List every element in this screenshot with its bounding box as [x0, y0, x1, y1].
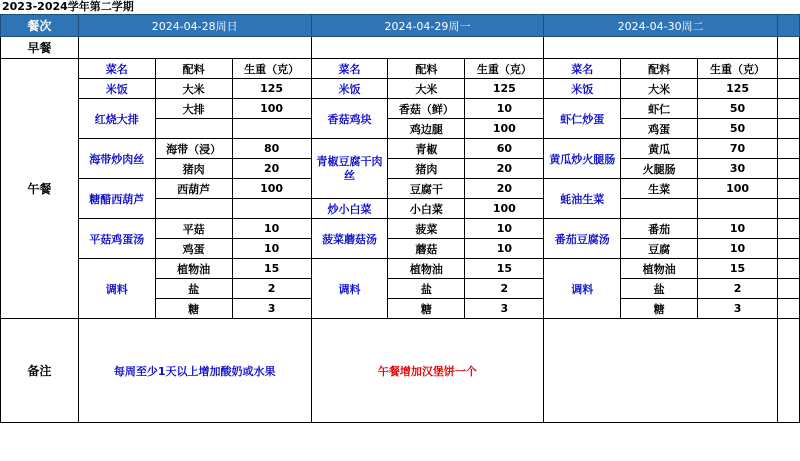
semester-title: 2023-2024学年第二学期 [2, 0, 134, 13]
ingredient-weight [232, 199, 311, 219]
ingredient-weight: 3 [465, 299, 544, 319]
ingredient-name: 大米 [621, 79, 698, 99]
ingredient-weight [232, 119, 311, 139]
ingredient-weight: 10 [465, 219, 544, 239]
menu-table [0, 14, 800, 423]
day-header: 2024-04-29周一 [311, 15, 544, 37]
ingredient-name: 小白菜 [388, 199, 465, 219]
ingredient-weight: 3 [698, 299, 778, 319]
lunch-row [1, 59, 800, 79]
ingredient-col-header: 配料 [621, 59, 698, 79]
ingredient-name: 鸡蛋 [621, 119, 698, 139]
ingredient-weight: 80 [232, 139, 311, 159]
edge-cell [778, 299, 800, 319]
ingredient-name: 盐 [155, 279, 232, 299]
dish-name: 炒小白菜 [311, 199, 388, 219]
header-row [1, 15, 800, 37]
ingredient-name: 大排 [155, 99, 232, 119]
ingredient-weight: 15 [698, 259, 778, 279]
ingredient-name: 海带（浸） [155, 139, 232, 159]
dish-name: 黄瓜炒火腿肠 [544, 139, 621, 179]
dish-name: 米饭 [544, 79, 621, 99]
notes-row [1, 319, 800, 423]
edge-cell [778, 279, 800, 299]
dish-name: 海带炒肉丝 [78, 139, 155, 179]
ingredient-weight: 100 [465, 119, 544, 139]
day-header: 2024-04-30周二 [544, 15, 778, 37]
lunch-row [1, 219, 800, 239]
edge-cell [778, 319, 800, 423]
breakfast-row [1, 37, 800, 59]
breakfast-cell [311, 37, 544, 59]
edge-cell [778, 179, 800, 199]
ingredient-weight: 125 [465, 79, 544, 99]
day-note [544, 319, 778, 423]
ingredient-name: 火腿肠 [621, 159, 698, 179]
ingredient-weight: 20 [232, 159, 311, 179]
edge-cell [778, 259, 800, 279]
breakfast-label: 早餐 [1, 37, 79, 59]
ingredient-name: 黄瓜 [621, 139, 698, 159]
breakfast-cell [544, 37, 778, 59]
ingredient-weight: 100 [232, 179, 311, 199]
ingredient-name: 蘑菇 [388, 239, 465, 259]
ingredient-weight: 10 [698, 219, 778, 239]
breakfast-cell [78, 37, 311, 59]
dish-name: 调料 [311, 259, 388, 319]
edge-cell [778, 239, 800, 259]
notes-label: 备注 [1, 319, 79, 423]
lunch-row [1, 99, 800, 119]
ingredient-name: 猪肉 [388, 159, 465, 179]
ingredient-name: 青椒 [388, 139, 465, 159]
weight-col-header: 生重（克） [232, 59, 311, 79]
dish-name: 蚝油生菜 [544, 179, 621, 219]
ingredient-name: 盐 [388, 279, 465, 299]
ingredient-weight: 15 [465, 259, 544, 279]
dish-name: 平菇鸡蛋汤 [78, 219, 155, 259]
edge-cell [778, 37, 800, 59]
ingredient-weight: 2 [465, 279, 544, 299]
edge-cell [778, 79, 800, 99]
ingredient-weight: 125 [232, 79, 311, 99]
ingredient-name: 糖 [388, 299, 465, 319]
ingredient-weight: 30 [698, 159, 778, 179]
lunch-label: 午餐 [1, 59, 79, 319]
ingredient-weight: 10 [698, 239, 778, 259]
ingredient-name [621, 199, 698, 219]
ingredient-weight: 10 [232, 219, 311, 239]
ingredient-weight: 50 [698, 119, 778, 139]
day-header: 2024-04-28周日 [78, 15, 311, 37]
edge-cell [778, 219, 800, 239]
ingredient-name [155, 199, 232, 219]
day-note: 午餐增加汉堡饼一个 [311, 319, 544, 423]
edge-cell [778, 15, 800, 37]
ingredient-name: 鸡边腿 [388, 119, 465, 139]
ingredient-weight: 20 [465, 179, 544, 199]
ingredient-name: 豆腐干 [388, 179, 465, 199]
ingredient-name: 大米 [155, 79, 232, 99]
day-note: 每周至少1天以上增加酸奶或水果 [78, 319, 311, 423]
ingredient-name: 猪肉 [155, 159, 232, 179]
ingredient-name: 糖 [621, 299, 698, 319]
dish-name: 青椒豆腐干肉丝 [311, 139, 388, 199]
dish-name: 香菇鸡块 [311, 99, 388, 139]
ingredient-name: 糖 [155, 299, 232, 319]
weight-col-header: 生重（克） [698, 59, 778, 79]
dish-name: 调料 [78, 259, 155, 319]
ingredient-name: 香菇（鲜） [388, 99, 465, 119]
ingredient-weight: 100 [465, 199, 544, 219]
edge-cell [778, 59, 800, 79]
weight-col-header: 生重（克） [465, 59, 544, 79]
dish-name: 调料 [544, 259, 621, 319]
ingredient-name [155, 119, 232, 139]
dish-col-header: 菜名 [544, 59, 621, 79]
ingredient-name: 鸡蛋 [155, 239, 232, 259]
ingredient-name: 大米 [388, 79, 465, 99]
edge-cell [778, 139, 800, 159]
edge-cell [778, 159, 800, 179]
ingredient-weight: 100 [232, 99, 311, 119]
dish-name: 番茄豆腐汤 [544, 219, 621, 259]
dish-name: 菠菜蘑菇汤 [311, 219, 388, 259]
ingredient-weight: 70 [698, 139, 778, 159]
ingredient-name: 平菇 [155, 219, 232, 239]
lunch-row [1, 259, 800, 279]
ingredient-name: 植物油 [621, 259, 698, 279]
ingredient-weight: 15 [232, 259, 311, 279]
ingredient-weight: 3 [232, 299, 311, 319]
ingredient-weight: 10 [232, 239, 311, 259]
edge-cell [778, 119, 800, 139]
ingredient-weight [698, 199, 778, 219]
ingredient-weight: 60 [465, 139, 544, 159]
ingredient-weight: 10 [465, 239, 544, 259]
edge-cell [778, 199, 800, 219]
ingredient-weight: 10 [465, 99, 544, 119]
ingredient-weight: 2 [232, 279, 311, 299]
dish-name: 红烧大排 [78, 99, 155, 139]
lunch-row [1, 139, 800, 159]
ingredient-name: 虾仁 [621, 99, 698, 119]
edge-cell [778, 99, 800, 119]
ingredient-weight: 20 [465, 159, 544, 179]
meal-header: 餐次 [1, 15, 79, 37]
ingredient-name: 豆腐 [621, 239, 698, 259]
ingredient-weight: 100 [698, 179, 778, 199]
dish-col-header: 菜名 [311, 59, 388, 79]
ingredient-name: 生菜 [621, 179, 698, 199]
lunch-row [1, 79, 800, 99]
ingredient-weight: 2 [698, 279, 778, 299]
ingredient-col-header: 配料 [388, 59, 465, 79]
lunch-row [1, 179, 800, 199]
dish-name: 糖醋西葫芦 [78, 179, 155, 219]
ingredient-weight: 50 [698, 99, 778, 119]
ingredient-name: 西葫芦 [155, 179, 232, 199]
ingredient-name: 植物油 [155, 259, 232, 279]
ingredient-name: 植物油 [388, 259, 465, 279]
dish-col-header: 菜名 [78, 59, 155, 79]
ingredient-name: 菠菜 [388, 219, 465, 239]
ingredient-name: 番茄 [621, 219, 698, 239]
ingredient-name: 盐 [621, 279, 698, 299]
dish-name: 米饭 [78, 79, 155, 99]
ingredient-col-header: 配料 [155, 59, 232, 79]
dish-name: 米饭 [311, 79, 388, 99]
ingredient-weight: 125 [698, 79, 778, 99]
dish-name: 虾仁炒蛋 [544, 99, 621, 139]
